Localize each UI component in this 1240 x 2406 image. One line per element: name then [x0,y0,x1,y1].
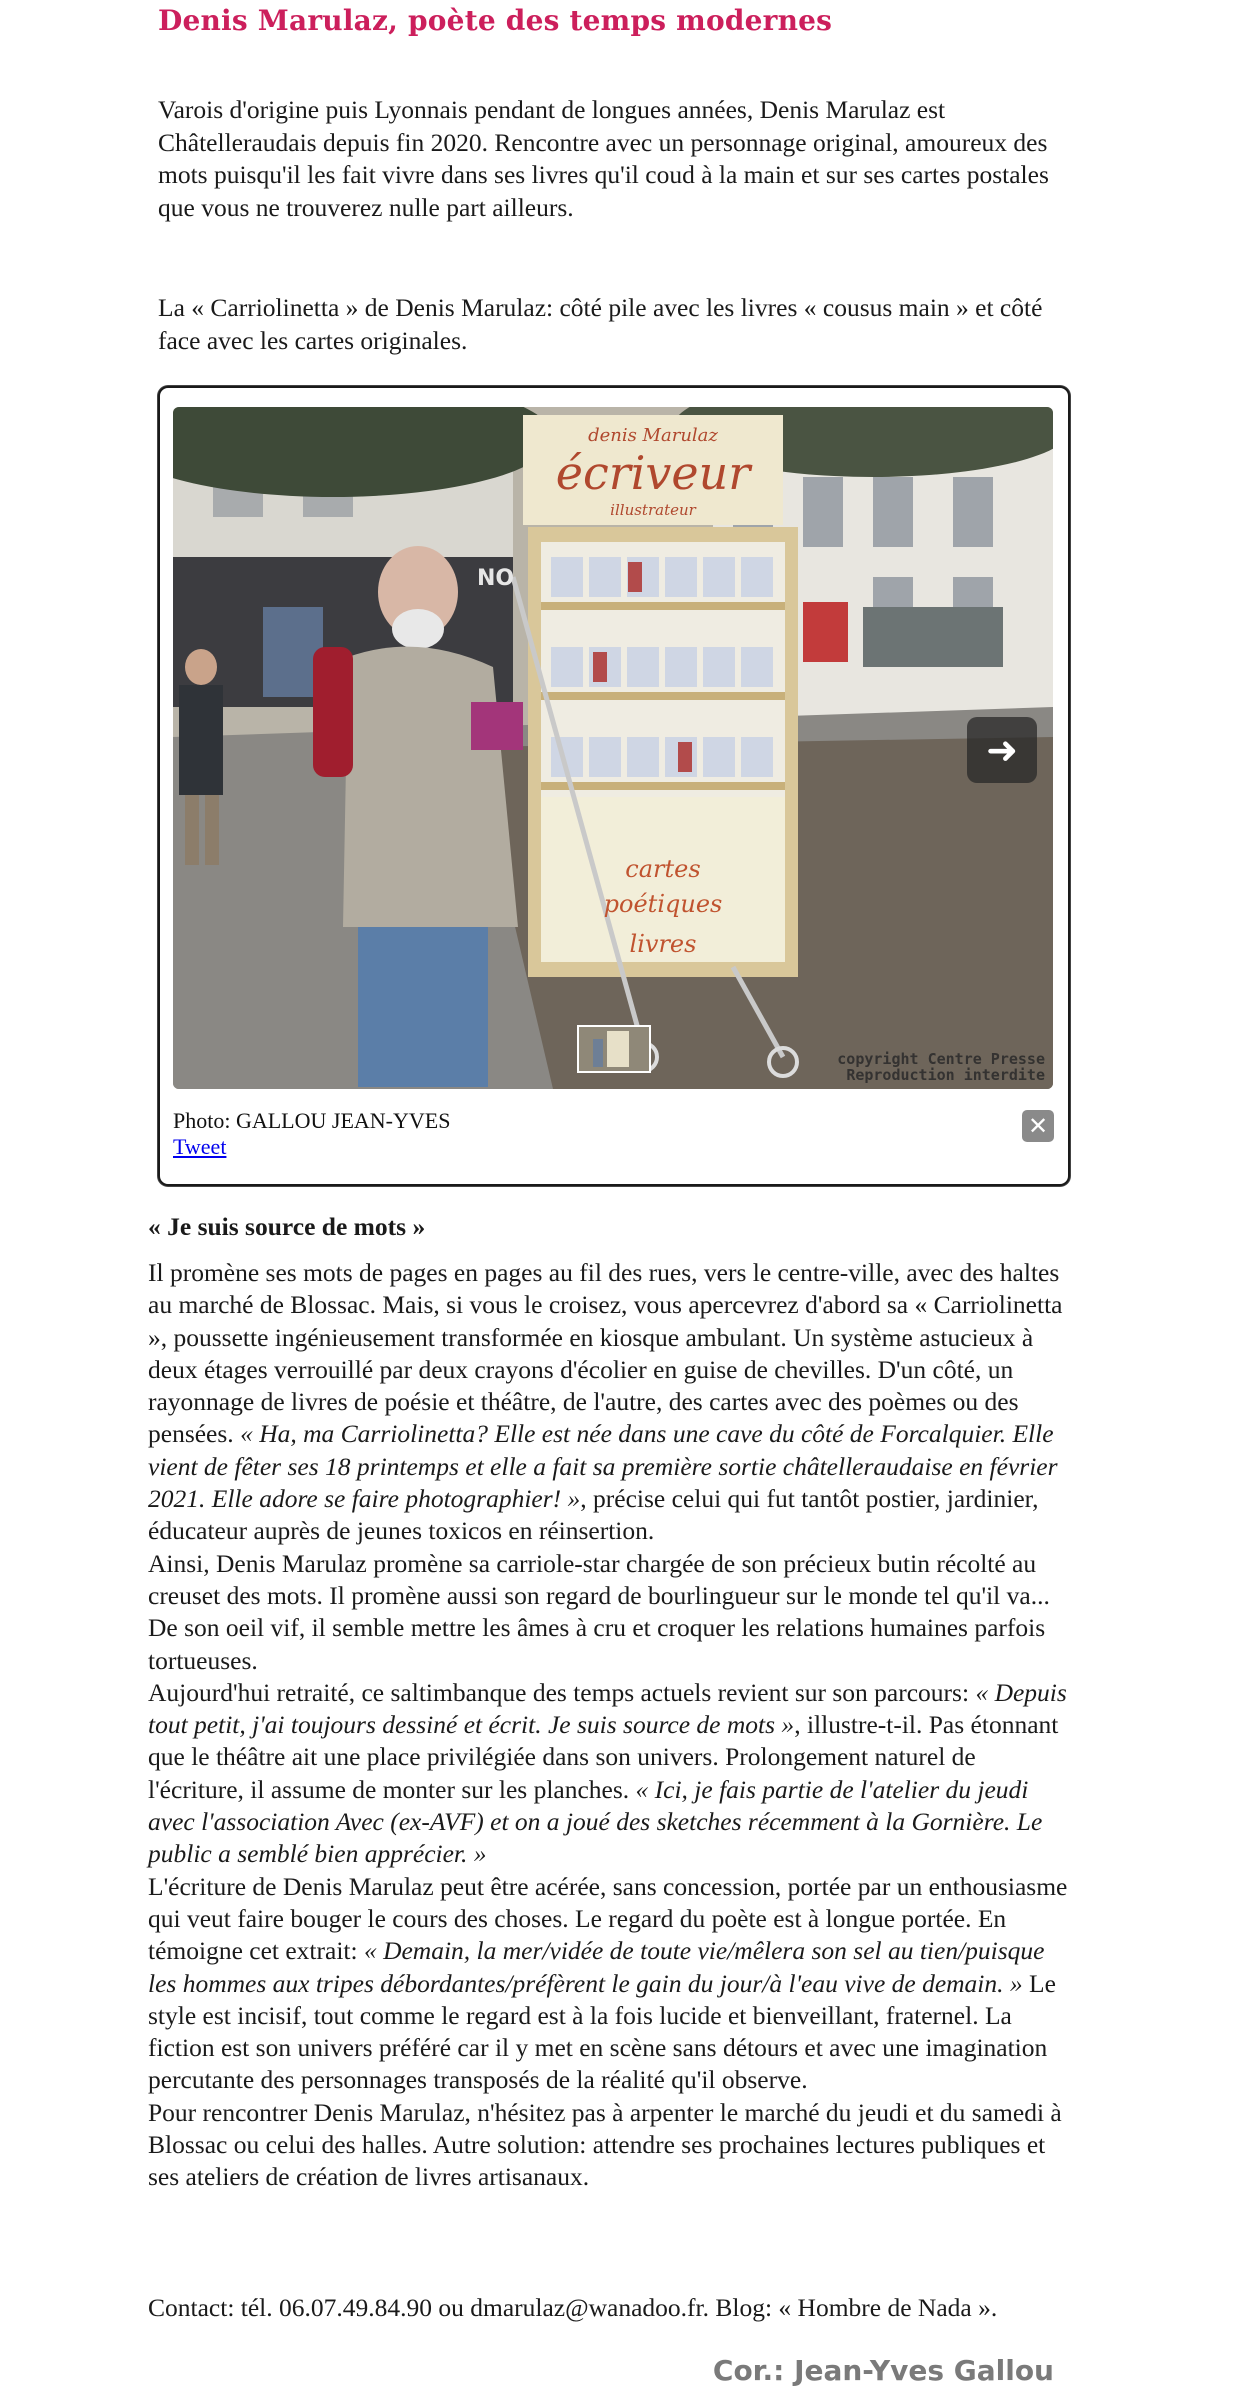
close-gallery-button[interactable] [1022,1110,1054,1142]
gallery-thumbnail[interactable] [577,1025,651,1073]
body-text: Ainsi, Denis Marulaz promène sa carriole-star chargée de son précieux butin récolté au creuset des mots. Il promène aussi son regard de bourlingueur sur le monde tel qu'il va... De son oeil vif, il semble mettre les âmes à cru et croquer les relations humaines parfois tortueuses. [148,1548,1050,1675]
article-title: Denis Marulaz, poète des temps modernes [158,4,833,37]
body-text: , précise celui qui fut tantôt postier, jardinier, éducateur auprès de jeunes toxicos en réinsertion. [148,1484,1039,1546]
shop-sign-text: NO [477,566,515,591]
copyright-line2: Reproduction interdite [846,1066,1045,1084]
body-text: L'écriture de Denis Marulaz peut être acérée, sans concession, portée par un enthousiasme qui veut faire bouger le cours des choses. Le regard du poète est à longue portée. En témoigne cet extrait: [148,1871,1068,1966]
photo-gallery [158,386,1070,1186]
street-kiosk-photo [173,407,1053,1089]
body-quote: « Ha, ma Carriolinetta? Elle est née dans une cave du côté de Forcalquier. Elle vient de fêter ses 18 printemps et elle a fait sa première sortie châtelleraudaise en février 2021. Elle adore se faire photographier! » [148,1419,1058,1514]
kiosk-bottom-line3: livres [629,930,697,958]
copyright-line1: copyright Centre Presse [837,1050,1045,1068]
thumbnail-image [579,1027,649,1071]
photo-credit: Photo: GALLOU JEAN-YVES [173,1108,451,1133]
body-text: Il promène ses mots de pages en pages au fil des rues, vers le centre-ville, avec des haltes au marché de Blossac. Mais, si vous le croisez, vous apercevrez d'abord sa « Carriolinetta », poussette ingénieusement transformée en kiosque ambulant. Un système astucieux à deux étages verrouillé par deux crayons d'écolier en guise de chevilles. D'un côté, un rayonnage de livres de poésie et théâtre, de l'autre, des cartes avec des poèmes ou des pensées. [148,1258,1063,1449]
author-signature: Cor.: Jean-Yves Gallou [712,2354,1054,2387]
article-subhead: « Je suis source de mots » [148,1212,426,1241]
body-quote: « Ici, je fais partie de l'atelier du jeudi avec l'association Avec (ex-AVF) et on a joué des sketches récemment à la Gornière. Le public a semblé bien apprécier. » [148,1774,1043,1869]
kiosk-bottom-line1: cartes [625,855,701,883]
body-text: Pour rencontrer Denis Marulaz, n'hésitez pas à arpenter le marché du jeudi et du samedi à Blossac ou celui des halles. Autre solution: attendre ses prochaines lectures publiques et ses ateliers de création de livres artisanaux. [148,2097,1062,2192]
arrow-right-icon: ➜ [986,728,1018,772]
photo-copyright [837,1051,1045,1083]
kiosk-sign-line3: illustrateur [610,501,696,519]
contact-line: Contact: tél. 06.07.49.84.90 ou dmarulaz@wanadoo.fr. Blog: « Hombre de Nada ». [148,2293,998,2322]
body-text: , illustre-t-il. Pas étonnant que le théâtre ait une place privilégiée dans son univers. Prolongement naturel de l'écriture, il assume de monter sur les planches. [148,1710,1059,1804]
body-text: Aujourd'hui retraité, ce saltimbanque des temps actuels revient sur son parcours: [148,1677,976,1707]
body-quote: « Demain, la mer/vidée de toute vie/mêlera son sel au tien/puisque les hommes aux tripes débordantes/préfèrent le gain du jour/à l'eau vive de demain. » [148,1936,1045,1998]
next-photo-button[interactable] [967,717,1037,783]
photo-caption-lead: La « Carriolinetta » de Denis Marulaz: côté pile avec les livres « cousus main » et côté face avec les cartes originales. [158,293,1043,355]
gallery-photo[interactable] [173,407,1053,1089]
tweet-link[interactable]: Tweet [173,1134,227,1159]
article-intro: Varois d'origine puis Lyonnais pendant de longues années, Denis Marulaz est Châtelleraudais depuis fin 2020. Rencontre avec un personnage original, amoureux des mots puisqu'il les fait vivre dans ses livres qu'il coud à la main et sur ses cartes postales que vous ne trouverez nulle part ailleurs. [158,95,1049,222]
body-text: Le style est incisif, tout comme le regard est à la fois lucide et bienveillant, fraternel. La fiction est son univers préféré car il y met en scène sans détours et avec une imagination percutante des personnages transposés de la réalité qu'il observe. [148,1968,1056,2095]
body-quote: « Depuis tout petit, j'ai toujours dessiné et écrit. Je suis source de mots » [148,1677,1067,1740]
article-body [148,1257,1078,2194]
kiosk-sign-line1: denis Marulaz [588,425,718,446]
close-icon: ✕ [1027,1112,1049,1140]
kiosk-sign-line2: écriveur [555,446,751,500]
kiosk-bottom-line2: poétiques [603,890,723,918]
